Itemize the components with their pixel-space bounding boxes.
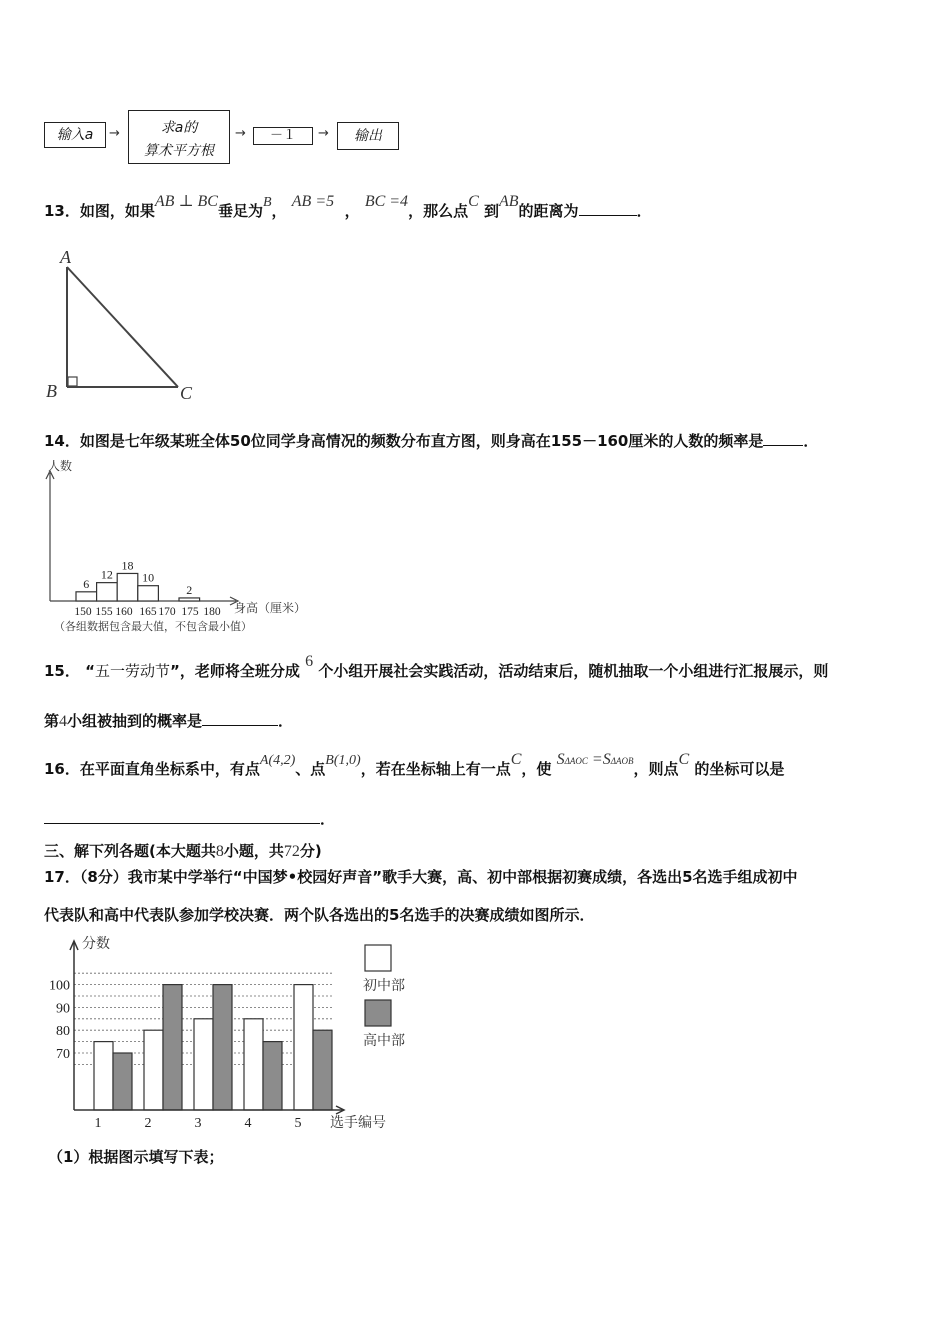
section-3-title-c: 分) <box>299 842 322 860</box>
flow-sqrt-box <box>128 110 230 164</box>
scores-y-label: 分数 <box>82 937 110 952</box>
histogram-bar <box>97 583 118 601</box>
q13-label-b: B <box>46 381 57 401</box>
q16-point-c2: C <box>678 751 690 768</box>
flow-input-box: 输入a <box>44 122 106 148</box>
histogram-bar <box>138 586 159 601</box>
flow-arrow: → <box>109 126 120 141</box>
histogram-x-tick-label: 155 <box>95 606 113 618</box>
histogram-y-label: 人数 <box>48 459 73 473</box>
histogram-x-tick-label: 160 <box>115 606 133 618</box>
flow-arrow: → <box>235 126 246 141</box>
flow-minus-one-box: －１ <box>253 127 313 145</box>
scores-bars <box>94 985 332 1110</box>
section-3-title <box>44 840 322 861</box>
q13-right-angle-mark <box>68 377 77 386</box>
q15-text-1: ，老师将全班分成 <box>179 662 300 680</box>
flow-arrow: → <box>318 126 329 141</box>
histogram-bar <box>76 592 97 601</box>
histogram-x-tick-label: 175 <box>181 606 199 618</box>
scores-y-tick-label: 70 <box>56 1047 70 1062</box>
q13-math-ab2: AB <box>499 193 519 210</box>
histogram-data-label: 2 <box>186 582 193 597</box>
scores-x-tick-label: 5 <box>294 1116 302 1131</box>
histogram-x-tick-label: 165 <box>139 606 157 618</box>
q15-answer-blank[interactable] <box>202 713 278 726</box>
scores-x-label: 选手编号 <box>330 1116 386 1131</box>
height-histogram <box>40 455 320 640</box>
q13-label-c: C <box>180 383 193 403</box>
junior-score-bar <box>294 985 313 1110</box>
histogram-data-label: 18 <box>121 558 134 573</box>
flow-output-box: 输出 <box>337 122 399 150</box>
q15-line1 <box>44 653 829 681</box>
q16-text-4: ，使 <box>521 760 552 778</box>
q15-text-2: 个小组开展社会实践活动，活动结束后，随机抽取一个小组进行汇报展示，则 <box>318 662 829 680</box>
q14-number: 14． <box>44 432 80 450</box>
histogram-data-label: 12 <box>100 567 113 582</box>
legend-junior-swatch <box>365 945 391 971</box>
q13-math-c: C <box>468 193 479 210</box>
legend-junior-label: 初中部 <box>363 979 405 994</box>
q16-answer-blank[interactable] <box>44 811 320 824</box>
scores-x-tick-label: 1 <box>94 1116 102 1131</box>
histogram-data-label: 10 <box>142 570 155 585</box>
q14-end: ． <box>803 432 819 450</box>
q16-text-5: ，则点 <box>633 760 679 778</box>
legend-senior-label: 高中部 <box>363 1034 405 1049</box>
q16-eq-sub1: ΔAOC <box>564 756 588 766</box>
histogram-bar <box>179 598 200 601</box>
q16-text-3: ，若在坐标轴上有一点 <box>360 760 511 778</box>
senior-score-bar <box>113 1053 132 1110</box>
q15-end: ． <box>278 712 294 730</box>
q15-line2-a: 第 <box>44 712 60 730</box>
q15-line2-b: 小组被抽到的概率是 <box>67 712 203 730</box>
q13-math-ab: AB =5 <box>291 193 335 210</box>
q16-point-a: A(4,2) <box>259 753 296 768</box>
junior-score-bar <box>94 1042 113 1110</box>
legend-senior-swatch <box>365 1000 391 1026</box>
q13-text-4: 到 <box>483 202 499 220</box>
senior-score-bar <box>263 1042 282 1110</box>
junior-score-bar <box>144 1030 163 1110</box>
junior-score-bar <box>194 1019 213 1110</box>
q16-text-6: 的坐标可以是 <box>694 760 785 778</box>
q17-sub1: （1）根据图示填写下表； <box>48 1148 224 1166</box>
histogram-data-label: 6 <box>83 576 90 591</box>
q13-side-ac <box>67 267 178 387</box>
q13-text-1: 如图，如果 <box>79 202 155 220</box>
q16-text-1: 在平面直角坐标系中，有点 <box>79 760 260 778</box>
q16-number: 16． <box>44 760 80 778</box>
flow-sqrt-line1: 求a的 <box>160 120 198 136</box>
q13-math-perp: AB ⊥ BC <box>154 193 218 210</box>
flow-sqrt-line2: 算术平方根 <box>144 143 214 159</box>
q16-area-equation <box>557 751 634 768</box>
q15-quote-close: ” <box>169 662 180 680</box>
q13-math-b: B <box>262 195 272 210</box>
q15-quote: 五一劳动节 <box>94 662 170 680</box>
q15-number: 15． <box>44 662 80 680</box>
q15-line2 <box>44 710 293 731</box>
histogram-x-tick-label: 150 <box>74 606 92 618</box>
histogram-x-tick-label: 170 <box>158 606 176 618</box>
scores-x-tick-label: 4 <box>244 1116 252 1131</box>
q14-question: 如图是七年级某班全体50位同学身高情况的频数分布直方图，则身高在155－160厘米的人数的频率是 <box>79 432 764 450</box>
q13-comma: ， <box>271 202 287 220</box>
q13-triangle-figure <box>40 245 210 405</box>
histogram-x-label: 身高（厘米） <box>234 601 307 615</box>
histogram-bar <box>117 573 138 601</box>
q13-end: ． <box>636 202 652 220</box>
senior-score-bar <box>163 985 182 1110</box>
scores-x-tick-label: 2 <box>144 1116 152 1131</box>
histogram-x-tick-label: 180 <box>203 606 221 618</box>
section-3-score: 72 <box>283 843 300 860</box>
senior-score-bar <box>213 985 232 1110</box>
scores-y-tick-label: 80 <box>56 1024 70 1040</box>
q13-text <box>44 193 652 221</box>
q13-math-bc: BC =4 <box>364 193 409 210</box>
q13-text-5: 的距离为 <box>518 202 579 220</box>
q14-text <box>44 430 818 451</box>
q16-point-c: C <box>510 751 522 768</box>
q16-eq-sub2: ΔAOB <box>610 756 634 766</box>
scores-bar-chart <box>40 930 440 1135</box>
scores-y-tick-label: 100 <box>49 978 70 994</box>
q16-text-2: 、点 <box>295 760 326 778</box>
senior-score-bar <box>313 1030 332 1110</box>
q16-eq-mid: =S <box>587 751 611 768</box>
q13-text-2: 垂足为 <box>217 202 263 220</box>
scores-y-tick-label: 90 <box>56 1001 70 1017</box>
q13-number: 13． <box>44 202 80 220</box>
scores-x-tick-label: 3 <box>194 1116 202 1131</box>
section-3-count: 8 <box>215 843 224 860</box>
q16-eq-s: S <box>556 751 565 768</box>
q14-answer-blank[interactable] <box>763 433 803 446</box>
histogram-bars <box>76 558 200 601</box>
histogram-note: （各组数据包含最大值，不包含最小值） <box>54 621 252 633</box>
q13-comma: ， <box>344 202 360 220</box>
q15-math-four: 4 <box>59 713 68 730</box>
junior-score-bar <box>244 1019 263 1110</box>
q13-answer-blank[interactable] <box>579 203 637 216</box>
section-3-title-b: 小题，共 <box>223 842 284 860</box>
q15-quote-open: “ <box>85 662 95 680</box>
q17-line2: 代表队和高中代表队参加学校决赛．两个队各选出的5名选手的决赛成绩如图所示． <box>44 906 595 924</box>
q16-line2 <box>44 808 335 829</box>
q17-line1: 17．（8分）我市某中学举行“中国梦•校园好声音”歌手大赛，高、初中部根据初赛成绩，各选出5名选手组成初中 <box>44 868 798 886</box>
q16-end: ． <box>320 810 336 828</box>
q16-line1 <box>44 751 785 779</box>
q13-text-3: ，那么点 <box>408 202 469 220</box>
q16-point-b: B(1,0) <box>325 753 361 768</box>
q13-label-a: A <box>60 247 71 267</box>
section-3-title-a: 三、解下列各题(本大题共 <box>44 842 216 860</box>
q15-math-six: 6 <box>305 653 314 670</box>
